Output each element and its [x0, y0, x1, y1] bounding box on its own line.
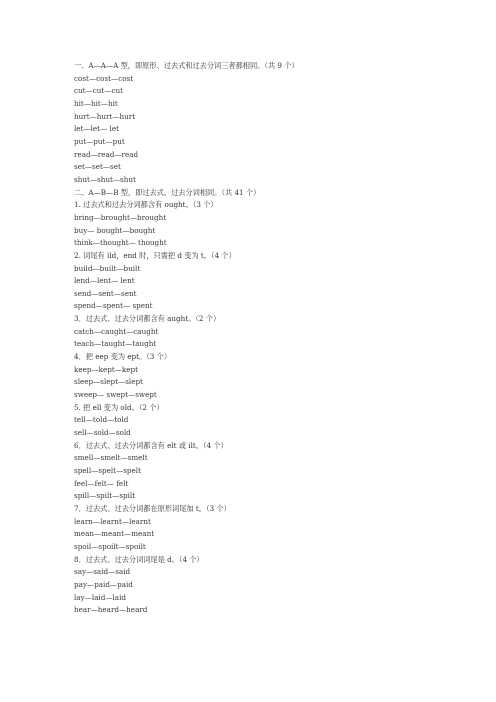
verb-forms-line: teach—taught—taught — [74, 339, 157, 349]
verb-forms-line: put—put—put — [74, 136, 125, 146]
verb-forms-line: feel—felt— felt — [74, 478, 129, 488]
section-heading: 4．把 eep 变为 ept。（3 个） — [74, 352, 172, 362]
verb-forms-line: tell—told—told — [74, 415, 129, 425]
verb-forms-line: hit—hit—hit — [74, 98, 118, 108]
section-heading: 3．过去式、过去分词都含有 aught。（2 个） — [74, 314, 221, 324]
section-heading: 7．过去式、过去分词都在原形词尾加 t。（3 个） — [74, 503, 231, 513]
verb-forms-line: sell—sold—sold — [74, 428, 131, 438]
verb-forms-line: think—thought— thought — [74, 238, 167, 248]
verb-forms-line: cut—cut—cut — [74, 86, 124, 96]
verb-forms-line: hear—heard—heard — [74, 605, 148, 615]
verb-forms-line: read—read—read — [74, 149, 139, 159]
section-heading: 2. 词尾有 ild，end 时，只需把 d 变为 t。（4 个） — [74, 250, 236, 260]
section-heading: 一、A—A—A 型，即原形、过去式和过去分词三者都相同。（共 9 个） — [74, 61, 299, 70]
verb-forms-line: set—set—set — [74, 162, 121, 172]
verb-forms-line: build—built—built — [74, 263, 141, 273]
verb-forms-line: smell—smelt—smelt — [74, 453, 148, 463]
document-body — [74, 60, 474, 617]
verb-forms-line: mean—meant—meant — [74, 529, 155, 539]
section-heading: 二、A—B—B 型，即过去式、过去分词相同。（共 41 个） — [74, 187, 261, 197]
verb-forms-line: lend—lent— lent — [74, 276, 135, 286]
section-heading: 5. 把 ell 变为 old。（2 个） — [74, 402, 164, 412]
verb-forms-line: spill—spilt—spilt — [74, 491, 136, 501]
verb-forms-line: shut—shut—shut — [74, 174, 136, 184]
verb-forms-line: catch—caught—caught — [74, 326, 159, 336]
verb-forms-line: buy— bought—bought — [74, 225, 156, 235]
verb-forms-line: pay—paid—paid — [74, 579, 133, 589]
verb-forms-line: sleep—slept—slept — [74, 377, 143, 387]
verb-forms-line: keep—kept—kept — [74, 364, 139, 374]
verb-forms-line: spoil—spoilt—spoilt — [74, 541, 146, 551]
verb-forms-line: hurt—hurt—hurt — [74, 111, 136, 121]
verb-forms-line: spell—spelt—spelt — [74, 466, 141, 475]
verb-forms-line: lay—laid—laid — [74, 592, 126, 602]
verb-forms-line: sweep— swept—swept — [74, 390, 157, 400]
verb-forms-line: spend—spent— spent — [74, 301, 153, 311]
section-heading: 6．过去式、过去分词都含有 elt 或 ilt。（4 个） — [74, 440, 228, 450]
verb-forms-line: bring—brought—brought — [74, 212, 167, 222]
section-heading: 1. 过去式和过去分词都含有 ought。（3 个） — [74, 200, 218, 210]
verb-forms-line: let—let— let — [74, 124, 119, 134]
section-heading: 8．过去式、过去分词词尾是 d。（4 个） — [74, 554, 204, 564]
verb-forms-line: cost—cost—cost — [74, 73, 134, 83]
verb-forms-line: learn—learnt—learnt — [74, 516, 151, 526]
verb-forms-line: say—said—said — [74, 567, 131, 577]
verb-forms-line: send—sent—sent — [74, 288, 137, 298]
